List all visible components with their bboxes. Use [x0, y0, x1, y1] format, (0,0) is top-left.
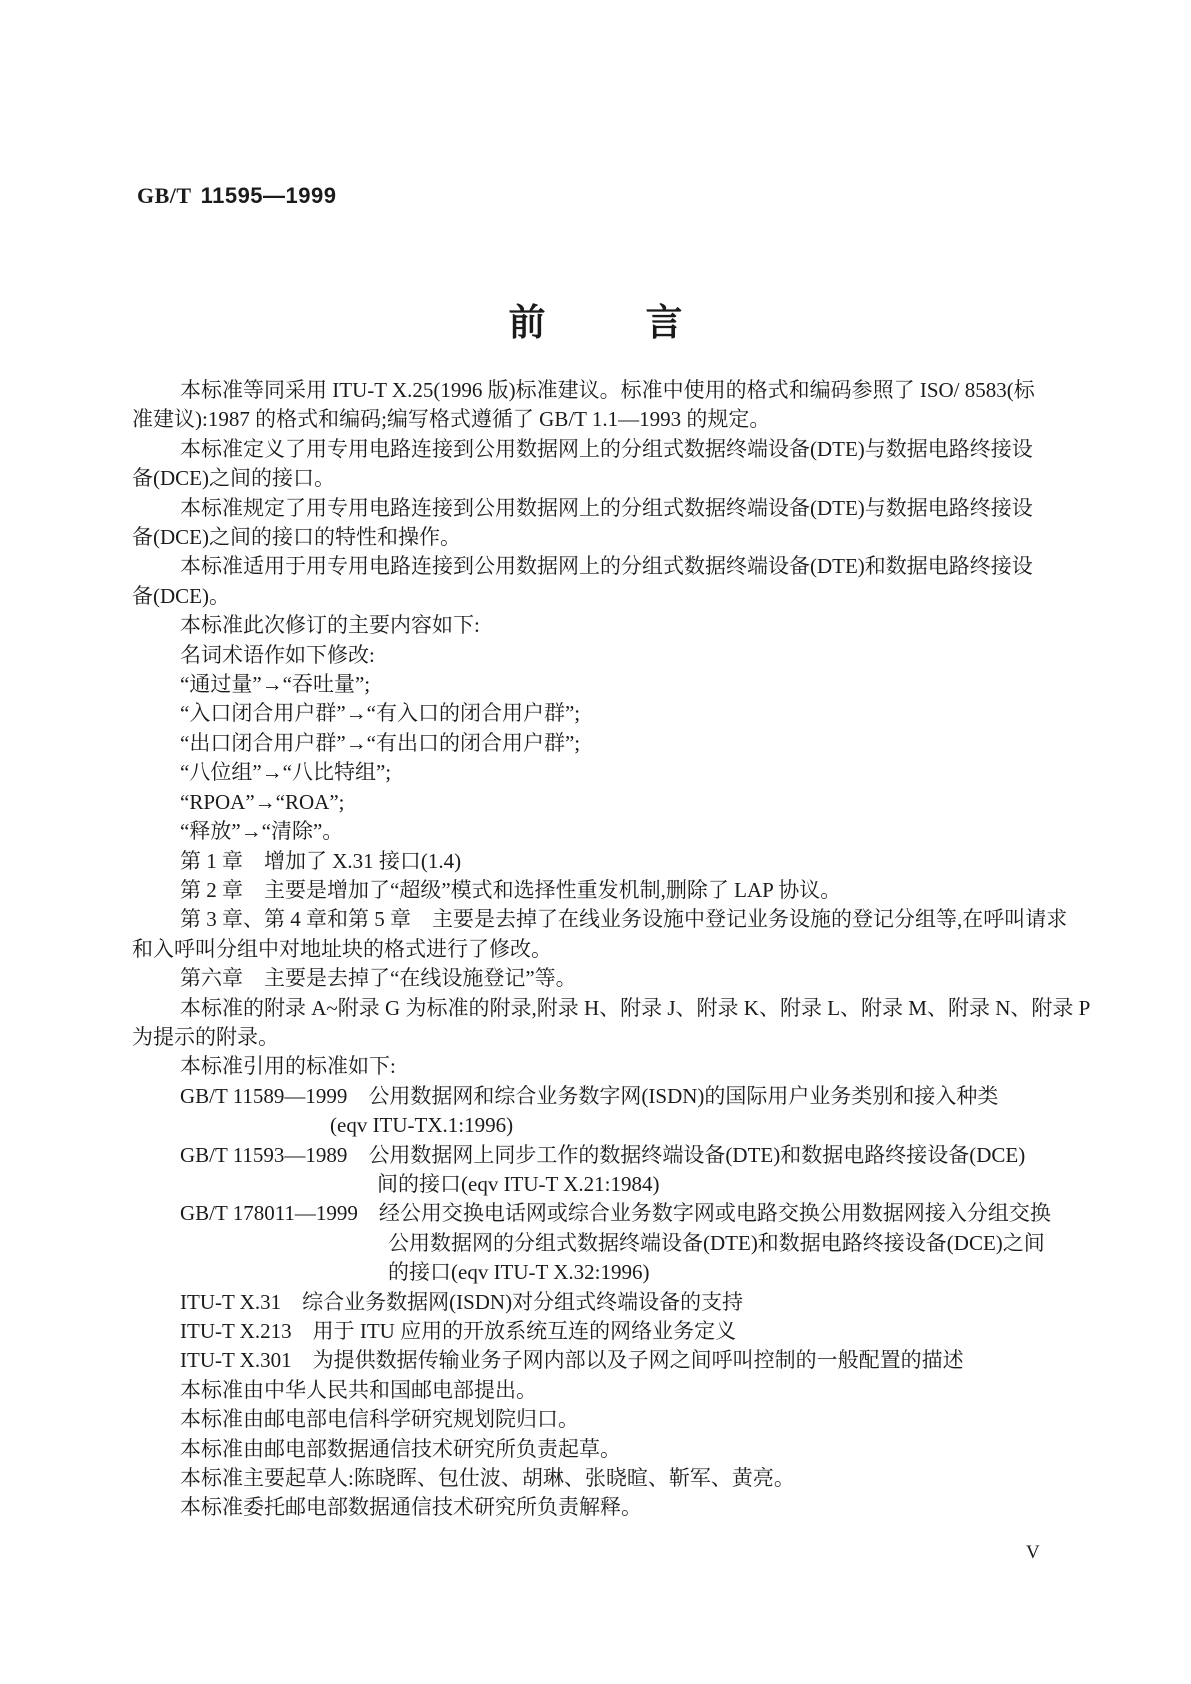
- text-line: 公用数据网的分组式数据终端设备(DTE)和数据电路终接设备(DCE)之间: [388, 1230, 1045, 1255]
- text-line: 本标准由邮电部电信科学研究规划院归口。: [180, 1407, 579, 1432]
- text-line: ITU-T X.301 为提供数据传输业务子网内部以及子网之间呼叫控制的一般配置的描述: [180, 1348, 964, 1373]
- text-line: 间的接口(eqv ITU-T X.21:1984): [377, 1171, 660, 1196]
- text-line: 本标准的附录 A~附录 G 为标准的附录,附录 H、附录 J、附录 K、附录 L、附录 M、附录 N、附录 P: [180, 995, 1091, 1020]
- page-header: [137, 183, 336, 209]
- text-line: 本标准规定了用专用电路连接到公用数据网上的分组式数据终端设备(DTE)与数据电路终接设: [180, 495, 1033, 520]
- page-number: V: [1026, 1542, 1040, 1563]
- text-line: ITU-T X.213 用于 ITU 应用的开放系统互连的网络业务定义: [180, 1319, 737, 1343]
- text-line: GB/T 11589—1999 公用数据网和综合业务数字网(ISDN)的国际用户业务类别和接入种类: [180, 1083, 999, 1108]
- text-line: 第 2 章 主要是增加了“超级”模式和选择性重发机制,删除了 LAP 协议。: [180, 877, 842, 902]
- text-line: “RPOA”→“ROA”;: [180, 789, 345, 814]
- text-line: 名词术语作如下修改:: [180, 642, 375, 667]
- text-line: 第 3 章、第 4 章和第 5 章 主要是去掉了在线业务设施中登记业务设施的登记分组等,在呼叫请求: [180, 907, 1068, 932]
- page-footer: [1026, 1542, 1040, 1564]
- text-line: “释放”→“清除”。: [180, 819, 344, 844]
- text-line: “出口闭合用户群”→“有出口的闭合用户群”;: [180, 730, 581, 755]
- text-line: 第六章 主要是去掉了“在线设施登记”等。: [180, 966, 577, 991]
- text-line: ITU-T X.31 综合业务数据网(ISDN)对分组式终端设备的支持: [180, 1289, 744, 1314]
- page-title: [0, 303, 1191, 345]
- text-line: 本标准由中华人民共和国邮电部提出。: [180, 1377, 537, 1402]
- text-line: 备(DCE)。: [132, 583, 230, 608]
- standard-code-number: 11595—1999: [200, 183, 337, 208]
- page-title-char-right: 言: [645, 303, 683, 344]
- text-line: 本标准委托邮电部数据通信技术研究所负责解释。: [180, 1495, 642, 1520]
- text-line: 准建议):1987 的格式和编码;编写格式遵循了 GB/T 1.1—1993 的规定。: [132, 407, 771, 432]
- text-line: 本标准等同采用 ITU-T X.25(1996 版)标准建议。标准中使用的格式和编码参照了 ISO/ 8583(标: [180, 378, 1035, 402]
- text-line: GB/T 11593—1989 公用数据网上同步工作的数据终端设备(DTE)和数据电路终接设备(DCE): [180, 1142, 1026, 1167]
- text-line: GB/T 178011—1999 经公用交换电话网或综合业务数字网或电路交换公用数据网接入分组交换: [180, 1201, 1051, 1226]
- text-line: 本标准定义了用专用电路连接到公用数据网上的分组式数据终端设备(DTE)与数据电路终接设: [180, 436, 1033, 461]
- text-line: 和入呼叫分组中对地址块的格式进行了修改。: [132, 936, 552, 961]
- page-title-char-left: 前: [508, 303, 546, 344]
- text-line: (eqv ITU-TX.1:1996): [330, 1113, 514, 1138]
- text-line: 本标准由邮电部数据通信技术研究所负责起草。: [180, 1436, 621, 1461]
- text-line: 为提示的附录。: [132, 1024, 279, 1049]
- text-line: 备(DCE)之间的接口的特性和操作。: [132, 525, 461, 550]
- foreword-body-text: [132, 376, 1091, 1523]
- text-line: 本标准适用于用专用电路连接到公用数据网上的分组式数据终端设备(DTE)和数据电路终接设: [180, 554, 1033, 579]
- text-line: 的接口(eqv ITU-T X.32:1996): [388, 1260, 650, 1285]
- text-line: “八位组”→“八比特组”;: [180, 760, 392, 785]
- standard-code-prefix: GB/T: [137, 183, 192, 208]
- text-line: 第 1 章 增加了 X.31 接口(1.4): [180, 848, 462, 873]
- text-line: “通过量”→“吞吐量”;: [180, 672, 371, 697]
- text-line: “入口闭合用户群”→“有入口的闭合用户群”;: [180, 701, 581, 726]
- text-line: 本标准引用的标准如下:: [180, 1054, 396, 1079]
- text-line: 本标准此次修订的主要内容如下:: [180, 613, 480, 638]
- text-line: 备(DCE)之间的接口。: [132, 466, 335, 491]
- text-line: 本标准主要起草人:陈晓晖、包仕波、胡琳、张晓暄、靳军、黄亮。: [180, 1466, 795, 1491]
